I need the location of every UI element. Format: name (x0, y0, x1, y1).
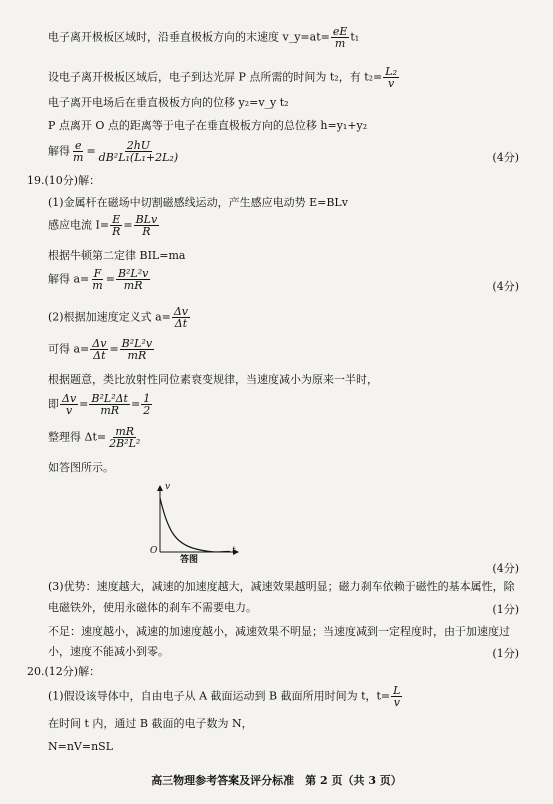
fraction: $\frac{\text{B²L²Δt}}{mR}$ (91, 392, 128, 417)
fraction: $\frac{E}{R}$ (112, 213, 121, 238)
text-line: 解得 $\frac{e}{m}$ = $\frac{2hU}{\text{dB²L₁(L₁+2L₂)}}$ (48, 139, 179, 164)
fraction: $\frac{\text{L₂}}{v}$ (385, 65, 397, 90)
fraction: $\frac{2hU}{\text{dB²L₁(L₁+2L₂)}}$ (98, 139, 179, 164)
fraction: $\frac{L}{v}$ (393, 684, 401, 709)
text-line: 整理得 Δt= $\frac{mR}{\text{2B²L²}}$ (48, 425, 141, 450)
text-line: 根据牛顿第二定律 BIL=ma (48, 249, 186, 262)
fraction: $\frac{\Delta v}{\Delta t}$ (92, 337, 107, 362)
text-line: 根据题意，类比放射性同位素衰变规律，当速度减小为原来一半时， (48, 373, 378, 386)
text-line: 设电子离开极板区域后，电子到达光屏 P 点所需的时间为 t₂，有 t₂= $\frac{\text{L₂}}{v}$ (48, 65, 397, 90)
text-line: (1)假设该导体中，自由电子从 A 截面运动到 B 截面所用时间为 t，t= $\frac{L}{v}$ (48, 684, 401, 709)
page-footer: 高三物理参考答案及评分标准 第 2 页（共 3 页） (151, 774, 402, 787)
text-line: (1)金属杆在磁场中切割磁感线运动，产生感应电动势 E=BLv (48, 196, 348, 209)
question-heading: 20.(12分)解： (27, 665, 101, 678)
score-label: (4分) (492, 280, 519, 293)
fraction: $\frac{eE}{m}$ (332, 25, 348, 50)
text-line: 电子离开电场后在垂直极板方向的位移 y₂=v_y t₂ (48, 96, 289, 109)
origin-label: O (150, 546, 158, 556)
fraction: $\frac{\Delta v}{v}$ (62, 392, 77, 417)
fraction: $\frac{mR}{\text{2B²L²}}$ (109, 425, 141, 450)
graph-svg (146, 482, 242, 562)
text-line: 解得 a= $\frac{F}{m}$ = $\frac{\text{B²L²v}}{mR}$ (48, 267, 149, 292)
text-line: 电磁铁外，使用永磁体的刹车不需要电力。 (48, 601, 257, 614)
text-line: (2)根据加速度定义式 a= $\frac{\Delta v}{\Delta t}$ (48, 305, 189, 330)
fraction: $\frac{\Delta v}{\Delta t}$ (173, 305, 189, 330)
text-line: 小，速度不能减小到零。 (48, 645, 169, 658)
score-label: (4分) (492, 151, 519, 164)
text-line: 不足：速度越小，减速的加速度越小，减速效果不明显；当速度减到一定程度时，由于加速度过 (48, 625, 510, 638)
text-line: P 点离开 O 点的距离等于电子在垂直极板方向的总位移 h=y₁+y₂ (48, 119, 368, 132)
text-line: 在时间 t 内，通过 B 截面的电子数为 N， (48, 717, 253, 730)
score-label: (4分) (492, 562, 519, 575)
text-line: 可得 a= $\frac{\Delta v}{\Delta t}$ = $\frac{\text{B²L²v}}{mR}$ (48, 337, 153, 362)
score-label: (1分) (492, 647, 519, 660)
fraction: $\frac{1}{2}$ (143, 392, 151, 417)
t-axis-label: t (232, 546, 236, 556)
graph-caption: 答图 (180, 555, 199, 565)
fraction: $\frac{F}{m}$ (92, 267, 103, 292)
text-line: 如答图所示。 (48, 461, 114, 474)
text-line: 感应电流 I= $\frac{E}{R}$ = $\frac{\text{BLv}}{R}$ (48, 213, 158, 238)
text-line: (3)优势：速度越大，减速的加速度越大，减速效果越明显；磁力刹车依赖于磁性的基本属性，除 (48, 580, 515, 593)
text-line: N=nV=nSL (48, 740, 114, 753)
text-line: 电子离开极板区域时，沿垂直极板方向的末速度 v_y=at= $\frac{eE}{m}$ t₁ (48, 25, 360, 50)
score-label: (1分) (492, 603, 519, 616)
text-line: 即 $\frac{\Delta v}{v}$ = $\frac{\text{B²L²Δt}}{mR}$ = $\frac{1}{2}$ (48, 392, 151, 417)
fraction: $\frac{\text{B²L²v}}{mR}$ (117, 267, 149, 292)
fraction: $\frac{\text{B²L²v}}{mR}$ (121, 337, 153, 362)
fraction: $\frac{e}{m}$ (73, 139, 84, 164)
question-heading: 19.(10分)解： (27, 174, 101, 187)
v-axis-label: v (165, 482, 171, 492)
decay-curve (160, 498, 230, 552)
fraction: $\frac{\text{BLv}}{R}$ (135, 213, 158, 238)
velocity-time-graph (146, 482, 242, 565)
